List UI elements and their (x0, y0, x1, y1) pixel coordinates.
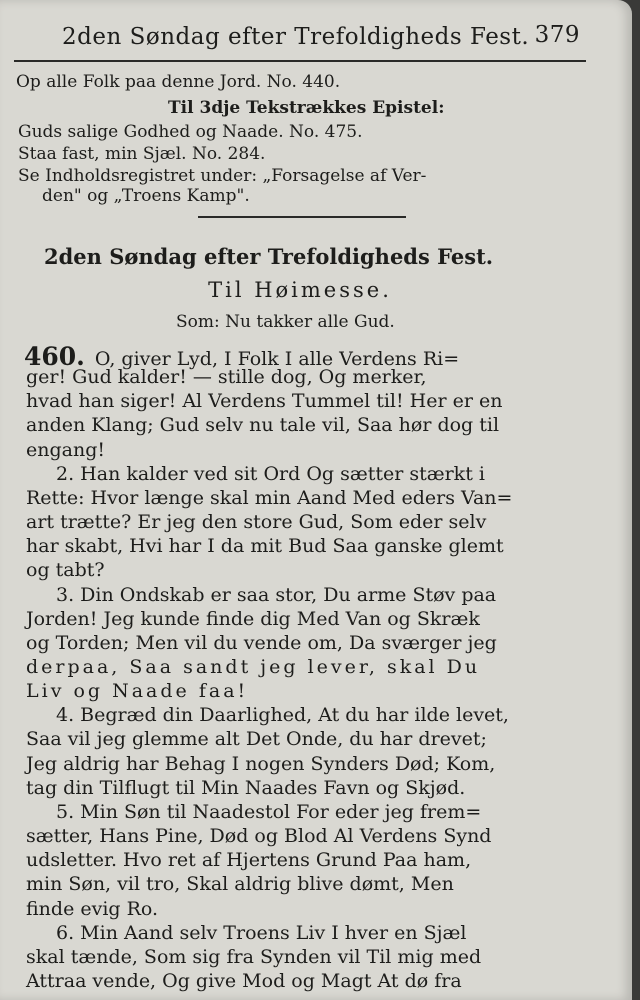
hymn-line: art trætte? Er jeg den store Gud, Som eder selv (26, 511, 487, 534)
hymn-line: skal tænde, Som sig fra Synden vil Til mig med (26, 945, 482, 968)
hymn-line: 6. Min Aand selv Troens Liv I hver en Sjæl (56, 921, 467, 944)
hymn-line: ger! Gud kalder! — stille dog, Og merker, (26, 366, 427, 389)
hymn-line: 3. Din Ondskab er saa stor, Du arme Støv paa (56, 583, 497, 606)
hymn-line: 5. Min Søn til Naadestol For eder jeg frem= (56, 800, 482, 823)
hymn-line: Saa vil jeg glemme alt Det Onde, du har drevet; (26, 728, 487, 751)
hymn-line: 4. Begræd din Daarlighed, At du har ilde levet, (56, 704, 509, 727)
index-reference: den" og „Troens Kamp". (42, 186, 250, 206)
hymn-line: udsletter. Hvo ret af Hjertens Grund Paa ham, (26, 849, 472, 872)
hymn-line: Jeg aldrig har Behag I nogen Synders Død; Kom, (26, 752, 496, 775)
hymn-line: 460. O, giver Lyd, I Folk I alle Verdens Ri= (24, 342, 460, 371)
hymn-line: min Søn, vil tro, Skal aldrig blive dømt, Men (26, 873, 454, 896)
hymn-line: Liv og Naade faa! (26, 680, 249, 703)
epistle-heading: Til 3dje Tekstrækkes Epistel: (168, 98, 445, 118)
header-rule (14, 60, 586, 62)
hymn-line: og Torden; Men vil du vende om, Da sværger jeg (26, 631, 497, 654)
running-head (62, 24, 592, 58)
hymn-line: hvad han siger! Al Verdens Tummel til! Her er en (26, 390, 503, 413)
hymn-line: engang! (26, 438, 106, 461)
hymn-line: Jorden! Jeg kunde finde dig Med Van og Skræk (26, 607, 480, 630)
hymn-line: anden Klang; Gud selv nu tale vil, Saa hør dog til (26, 414, 500, 437)
section-title: 2den Søndag efter Trefoldigheds Fest. (44, 244, 494, 269)
hymn-line: Rette: Hvor længe skal min Aand Med eders Van= (26, 486, 513, 509)
hymn-reference: Op alle Folk paa denne Jord. No. 440. (16, 72, 341, 92)
hymn-reference: Staa fast, min Sjæl. No. 284. (18, 144, 266, 164)
hymn-line: 2. Han kalder ved sit Ord Og sætter stærkt i (56, 462, 485, 485)
hymn-line: finde evig Ro. (26, 897, 159, 920)
running-title: 2den Søndag efter Trefoldigheds Fest. (62, 24, 530, 50)
page-number: 379 (534, 22, 580, 48)
hymn-line: sætter, Hans Pine, Død og Blod Al Verdens Synd (26, 825, 492, 848)
hymn-reference: Guds salige Godhed og Naade. No. 475. (18, 122, 363, 142)
hymn-line: Attraa vende, Og give Mod og Magt At dø fra (26, 970, 462, 992)
hymn-number: 460. (24, 342, 85, 371)
index-reference: Se Indholdsregistret under: „Forsagelse af Ver- (18, 166, 427, 186)
section-subtitle: Til Høimesse. (208, 278, 392, 302)
hymn-line: har skabt, Hvi har I da mit Bud Saa ganske glemt (26, 535, 504, 558)
hymn-line: og tabt? (26, 559, 105, 582)
section-divider (198, 216, 406, 218)
hymn-line: tag din Tilflugt til Min Naades Favn og Skjød. (26, 776, 466, 799)
hymn-line: derpaa, Saa sandt jeg lever, skal Du (26, 656, 481, 678)
melody-line: Som: Nu takker alle Gud. (176, 312, 395, 332)
